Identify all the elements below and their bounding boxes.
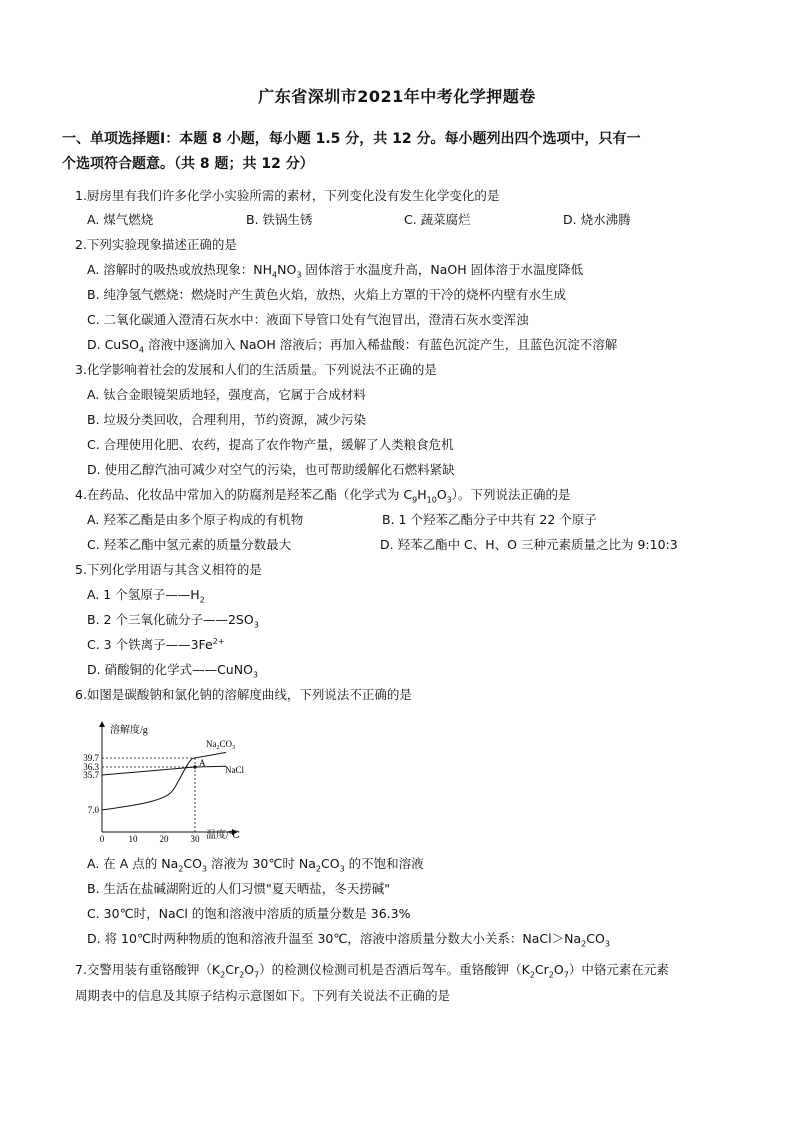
question-7-line-1: 7.交警用装有重铬酸钾$(K_2Cr_2O_7)$的检测仪检测司机是否酒后驾车。重铬酸钾$(K_2Cr_2O_7)$中铬元素在元素	[75, 962, 669, 980]
y-tick-label: 39.7	[83, 753, 99, 763]
question-1-option-a: A. 煤气燃烧	[87, 212, 154, 227]
solubility-chart	[80, 720, 260, 845]
y-axis-label: 溶解度/g	[110, 725, 148, 736]
section-heading	[62, 127, 742, 177]
question-3-option-c: C. 合理使用化肥、农药，提高了农作物产量，缓解了人类粮食危机	[87, 437, 454, 452]
question-2-option-d: D. CuSO$_4$ 溶液中逐滴加入 NaOH 溶液后；再加入稀盐酸：有蓝色沉淀产生，且蓝色沉淀不溶解	[87, 337, 618, 355]
question-7-stem	[75, 957, 745, 1009]
question-4-option-b: B. 1 个羟苯乙酯分子中共有 22 个原子	[382, 512, 597, 527]
question-5-option-b: B. 2 个三氧化硫分子$——2SO_3$	[87, 612, 259, 630]
series-label-na2co3: $Na_2CO_3$	[206, 739, 236, 751]
question-1-stem: 1.厨房里有我们许多化学小实验所需的素材，下列变化没有发生化学变化的是	[75, 188, 500, 203]
x-tick-label: 20	[159, 834, 169, 844]
question-1-option-d: D. 烧水沸腾	[563, 212, 631, 227]
point-a-marker	[193, 765, 197, 769]
question-4-option-c: C. 羟苯乙酯中氢元素的质量分数最大	[87, 537, 292, 552]
question-6-option-d: D. 将 10℃时两种物质的饱和溶液升温至 30℃，溶液中溶质量分数大小关系：$NaCl>Na_2CO_3$	[87, 931, 610, 949]
point-a-label: A	[199, 758, 206, 768]
question-1-option-c: C. 蔬菜腐烂	[404, 212, 471, 227]
question-5-stem: 5.下列化学用语与其含义相符的是	[75, 562, 262, 577]
question-2-option-b: B. 纯净氢气燃烧：燃烧时产生黄色火焰，放热，火焰上方罩的干冷的烧杯内壁有水生成	[87, 287, 567, 302]
question-1-option-b: B. 铁锅生锈	[246, 212, 313, 227]
question-4-option-d: D. 羟苯乙酯中 C、H、O 三种元素质量之比为 9:10:3	[380, 537, 678, 552]
x-tick-label: 30	[190, 834, 200, 844]
series-line-nacl	[102, 766, 226, 775]
question-4-option-a: A. 羟苯乙酯是由多个原子构成的有机物	[87, 512, 304, 527]
series-line-na2co3	[102, 752, 226, 810]
section-heading-line-1: 一、单项选择题Ⅰ：本题 8 小题，每小题 1.5 分，共 12 分。每小题列出四个选项中，只有一	[62, 131, 641, 147]
x-axis-label: 温度/℃	[206, 830, 240, 841]
question-6-option-c: C. 30℃时，NaCl 的饱和溶液中溶质的质量分数是 36.3%	[87, 906, 411, 921]
question-5-option-c: C. 3 个铁离子$——3Fe^{2+}$	[87, 636, 225, 652]
question-2-option-a: A. 溶解时的吸热或放热现象：$NH_4NO_3$ 固体溶于水温度升高，NaOH 固体溶于水温度降低	[87, 262, 584, 280]
section-heading-line-2: 个选项符合题意。（共 8 题；共 12 分）	[62, 156, 314, 172]
question-7-line-2: 周期表中的信息及其原子结构示意图如下。下列有关说法不正确的是	[75, 988, 451, 1003]
page-title: 广东省深圳市2021年中考化学押题卷	[258, 87, 536, 106]
question-2-stem: 2.下列实验现象描述正确的是	[75, 237, 237, 252]
series-label-nacl: NaCl	[225, 765, 244, 775]
x-tick-label: 0	[99, 834, 105, 844]
question-3-option-b: B. 垃圾分类回收，合理利用，节约资源，减少污染	[87, 412, 367, 427]
question-5-option-a: A. 1 个氢原子$——H_2$	[87, 587, 205, 605]
y-tick-label: 35.7	[83, 770, 99, 780]
question-6-option-b: B. 生活在盐碱湖附近的人们习惯"夏天晒盐，冬天捞碱"	[87, 881, 391, 896]
question-6-stem: 6.如图是碳酸钠和氯化钠的溶解度曲线，下列说法不正确的是	[75, 687, 412, 702]
question-3-stem: 3.化学影响着社会的发展和人们的生活质量。下列说法不正确的是	[75, 362, 437, 377]
question-6-option-a: A. 在 A 点的 $Na_2CO_3$ 溶液为 30℃时 $Na_2CO_3$ 的不饱和溶液	[87, 856, 424, 874]
x-tick-label: 10	[128, 834, 138, 844]
question-2-option-c: C. 二氧化碳通入澄清石灰水中：液面下导管口处有气泡冒出，澄清石灰水变浑浊	[87, 312, 529, 327]
question-3-option-a: A. 钛合金眼镜架质地轻，强度高，它属于合成材料	[87, 387, 366, 402]
y-tick-label: 7.0	[87, 805, 99, 815]
y-tick-label: 36.3	[83, 762, 99, 772]
question-3-option-d: D. 使用乙醇汽油可减少对空气的污染，也可帮助缓解化石燃料紧缺	[87, 462, 455, 477]
question-5-option-d: D. 硝酸铜的化学式——CuNO$_3$	[87, 662, 259, 680]
question-4-stem: 4.在药品、化妆品中常加入的防腐剂是羟苯乙酯（化学式为 $C_9H_{10}O_3$）。下列说法正确的是	[75, 487, 571, 505]
